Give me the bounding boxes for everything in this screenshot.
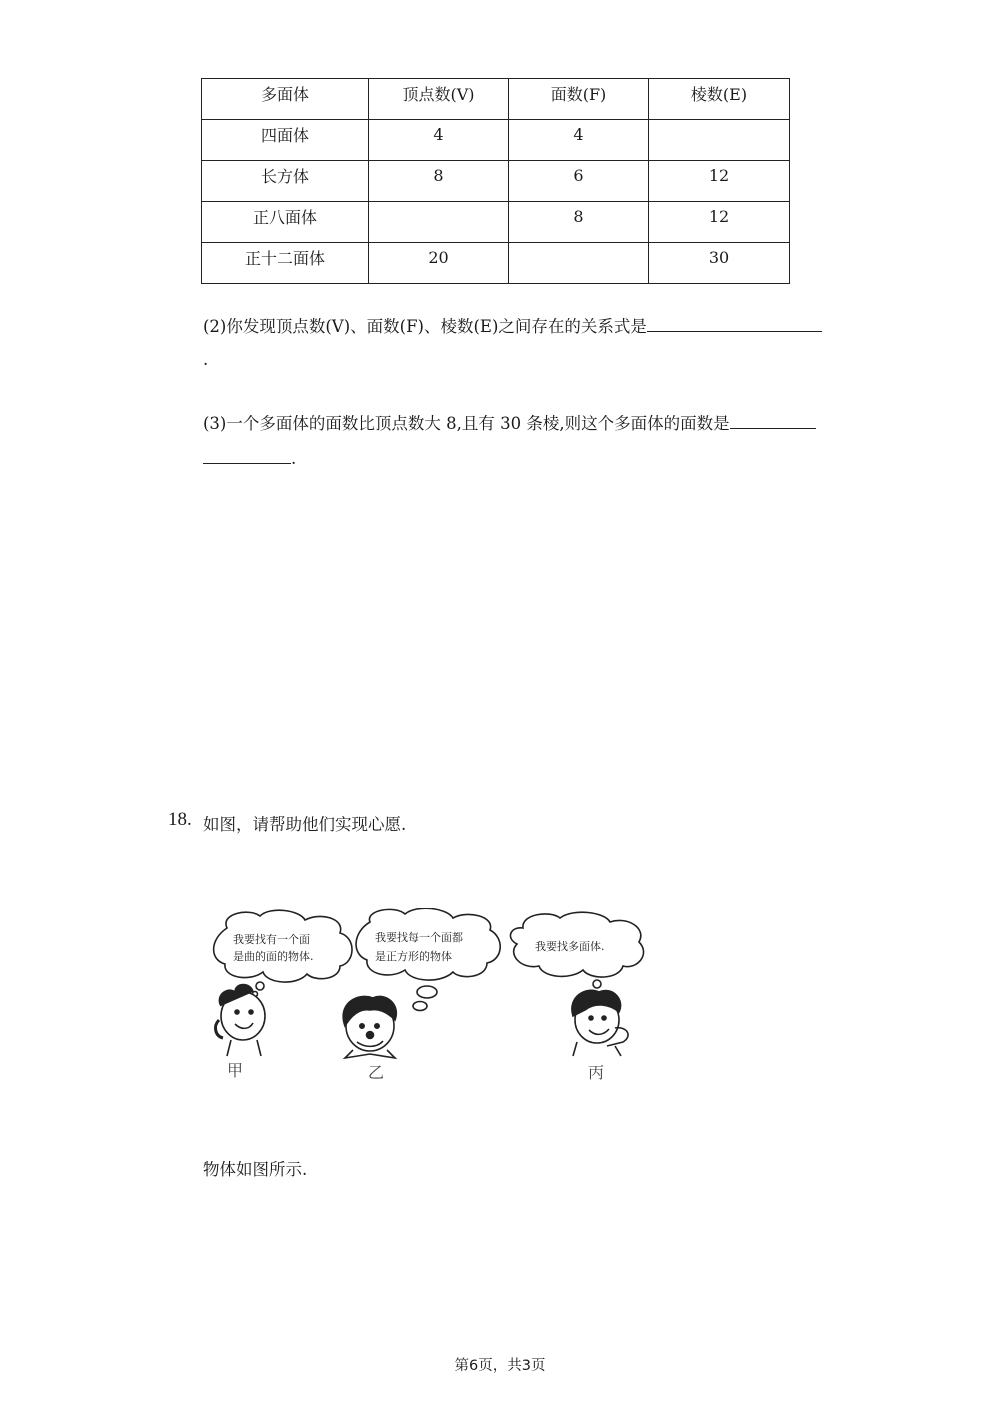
child-bing-figure: [572, 990, 628, 1082]
bubble-text: 是正方形的物体: [375, 950, 452, 963]
question-2: [203, 313, 822, 337]
child-label: 丙: [588, 1063, 605, 1082]
table-header-cell: 多面体: [202, 79, 369, 120]
table-cell: 30: [649, 243, 790, 284]
table-header-row: [202, 79, 790, 120]
table-cell: [649, 120, 790, 161]
table-cell: 正八面体: [202, 202, 369, 243]
bubble-text: 我要找有一个面: [233, 933, 310, 946]
child-label: 甲: [227, 1061, 244, 1080]
illustration: [205, 908, 645, 1088]
thought-bubble-yi: [356, 908, 500, 1010]
table-cell: 4: [509, 120, 649, 161]
thought-bubble-bing: [510, 912, 643, 996]
table-row: [202, 120, 790, 161]
bubble-text: 我要找多面体.: [535, 940, 605, 953]
answer-blank[interactable]: [203, 447, 291, 464]
table-row: [202, 202, 790, 243]
table-header-cell: 棱数(E): [649, 79, 790, 120]
answer-blank[interactable]: [730, 412, 816, 429]
table-cell: 正十二面体: [202, 243, 369, 284]
question-18-text: 如图，请帮助他们实现心愿.: [203, 815, 407, 834]
table-cell: 6: [509, 161, 649, 202]
question-3-end: .: [291, 449, 297, 468]
child-jia-figure: [216, 985, 265, 1081]
bubble-text: 是曲的面的物体.: [233, 950, 314, 963]
answer-text: 物体如图所示.: [203, 1160, 308, 1179]
polyhedron-table: [201, 78, 790, 284]
table-cell: [369, 202, 509, 243]
table-cell: 8: [369, 161, 509, 202]
bubble-text: 我要找每一个面都: [375, 931, 463, 944]
table-row: [202, 161, 790, 202]
page-footer: 第6页，共3页: [454, 1358, 546, 1374]
table-cell: 12: [649, 202, 790, 243]
question-2-end: .: [203, 350, 209, 369]
question-2-text: (2)你发现顶点数(V)、面数(F)、棱数(E)之间存在的关系式是: [203, 317, 647, 336]
question-number: 18.: [168, 809, 192, 830]
child-label: 乙: [368, 1063, 385, 1082]
table-cell: [509, 243, 649, 284]
table-cell: 4: [369, 120, 509, 161]
answer-blank[interactable]: [647, 315, 822, 332]
question-3: [203, 410, 816, 434]
table-row: [202, 243, 790, 284]
question-3-continuation: [203, 447, 296, 468]
thought-bubble-jia: [214, 910, 352, 996]
table-cell: 12: [649, 161, 790, 202]
question-3-text: (3)一个多面体的面数比顶点数大 8,且有 30 条棱,则这个多面体的面数是: [203, 414, 730, 433]
table-header-cell: 面数(F): [509, 79, 649, 120]
table-cell: 20: [369, 243, 509, 284]
table-cell: 8: [509, 202, 649, 243]
table-cell: 四面体: [202, 120, 369, 161]
table-header-cell: 顶点数(V): [369, 79, 509, 120]
table-cell: 长方体: [202, 161, 369, 202]
child-yi-figure: [343, 996, 396, 1082]
